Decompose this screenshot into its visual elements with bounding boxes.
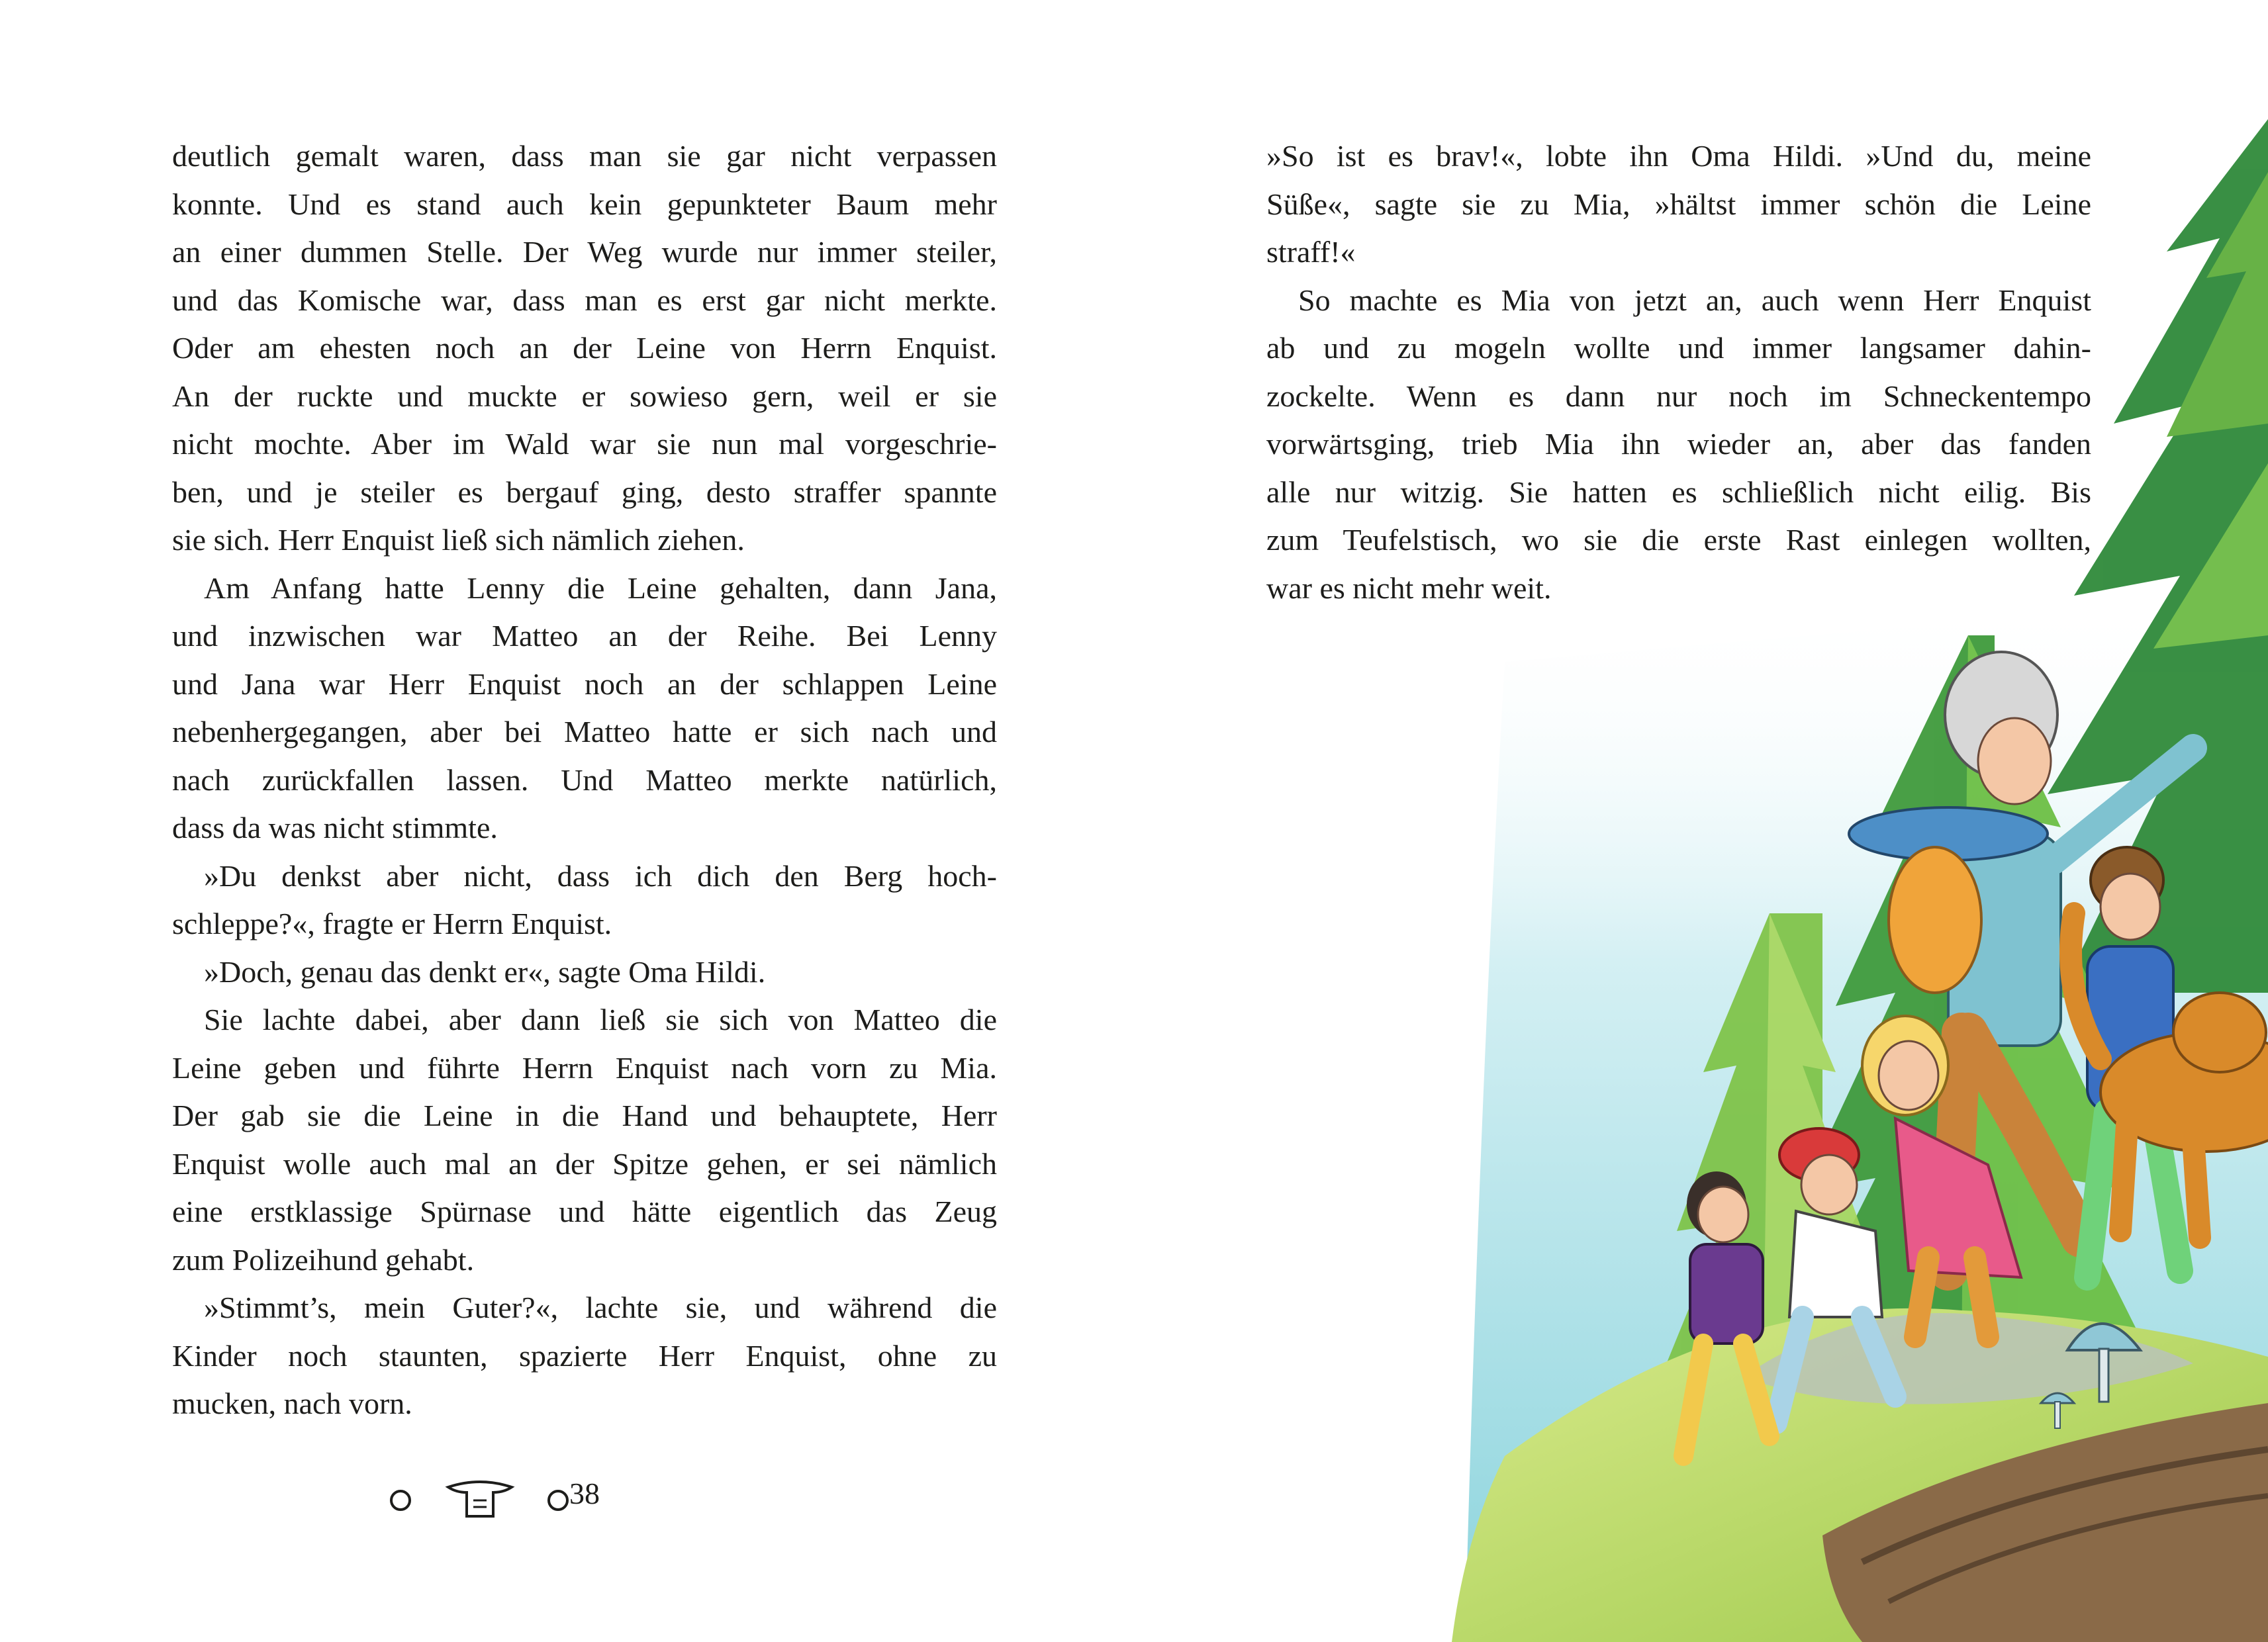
text-line: vorwärtsging, trieb Mia ihn wieder an, aber das fanden <box>1266 427 2091 461</box>
paragraph <box>1266 132 2091 277</box>
text-line: An der ruckte und muckte er sowieso gern, weil er sie <box>172 379 997 413</box>
paragraph <box>172 948 997 997</box>
right-page-text <box>1266 132 2091 612</box>
text-line: ab und zu mogeln wollte und immer langsamer dahin- <box>1266 331 2091 365</box>
text-line: an einer dummen Stelle. Der Weg wurde nur immer steiler, <box>172 235 997 269</box>
right-page <box>1134 0 2268 1642</box>
text-line: sie sich. Herr Enquist ließ sich nämlich ziehen. <box>172 523 745 557</box>
paragraph <box>172 132 997 565</box>
text-line: Der gab sie die Leine in die Hand und behauptete, Herr <box>172 1099 997 1132</box>
text-line: »Stimmt’s, mein Guter?«, lachte sie, und während die <box>204 1291 997 1324</box>
text-line: Kinder noch staunten, spazierte Herr Enquist, ohne zu <box>172 1338 997 1373</box>
text-line: straff!« <box>1266 235 1356 269</box>
paragraph <box>1266 277 2091 613</box>
text-line: ben, und je steiler es bergauf ging, desto straffer spannte <box>172 475 997 509</box>
paragraph <box>172 852 997 948</box>
text-line: konnte. Und es stand auch kein gepunkteter Baum mehr <box>172 187 997 221</box>
paragraph <box>172 565 997 852</box>
paragraph <box>172 1284 997 1428</box>
mushroom-ornament-icon <box>387 1473 573 1526</box>
text-line: Süße«, sagte sie zu Mia, »hältst immer schön die Leine <box>1266 187 2091 221</box>
text-line: Oder am ehesten noch an der Leine von Herrn Enquist. <box>172 331 997 365</box>
text-line: und das Komische war, dass man es erst gar nicht merkte. <box>172 283 997 317</box>
text-line: alle nur witzig. Sie hatten es schließlich nicht eilig. Bis <box>1266 475 2091 509</box>
text-line: Enquist wolle auch mal an der Spitze gehen, er sei nämlich <box>172 1146 997 1181</box>
text-line: deutlich gemalt waren, dass man sie gar nicht verpassen <box>172 139 997 173</box>
left-page-text <box>172 132 997 1428</box>
page-number: 38 <box>569 1477 600 1510</box>
text-line: zockelte. Wenn es dann nur noch im Schneckentempo <box>1266 379 2091 413</box>
paragraph <box>172 996 997 1284</box>
text-line: »Du denkst aber nicht, dass ich dich den Berg hoch- <box>204 858 997 893</box>
text-line: Leine geben und führte Herrn Enquist nach vorn zu Mia. <box>172 1050 997 1085</box>
text-line: zum Teufelstisch, wo sie die erste Rast einlegen wollten, <box>1266 523 2091 557</box>
text-line: Sie lachte dabei, aber dann ließ sie sich von Matteo die <box>204 1003 997 1036</box>
text-line: schleppe?«, fragte er Herrn Enquist. <box>172 907 612 940</box>
text-line: und inzwischen war Matteo an der Reihe. Bei Lenny <box>172 619 997 653</box>
text-line: »So ist es brav!«, lobte ihn Oma Hildi. »Und du, meine <box>1266 139 2091 173</box>
text-line: nebenhergegangen, aber bei Matteo hatte er sich nach und <box>172 715 997 749</box>
text-line: und Jana war Herr Enquist noch an der schlappen Leine <box>172 666 997 701</box>
text-line: zum Polizeihund gehabt. <box>172 1242 475 1277</box>
text-line: dass da was nicht stimmte. <box>172 811 498 844</box>
text-line: nach zurückfallen lassen. Und Matteo merkte natürlich, <box>172 762 997 797</box>
text-line: war es nicht mehr weit. <box>1266 570 1552 605</box>
text-line: nicht mochte. Aber im Wald war sie nun mal vorgeschrie- <box>172 427 997 461</box>
text-line: »Doch, genau das denkt er«, sagte Oma Hildi. <box>204 954 766 989</box>
text-line: So machte es Mia von jetzt an, auch wenn Herr Enquist <box>1298 283 2091 317</box>
text-line: Am Anfang hatte Lenny die Leine gehalten, dann Jana, <box>204 570 997 605</box>
text-line: mucken, nach vorn. <box>172 1387 412 1420</box>
text-line: eine erstklassige Spürnase und hätte eigentlich das Zeug <box>172 1195 997 1228</box>
